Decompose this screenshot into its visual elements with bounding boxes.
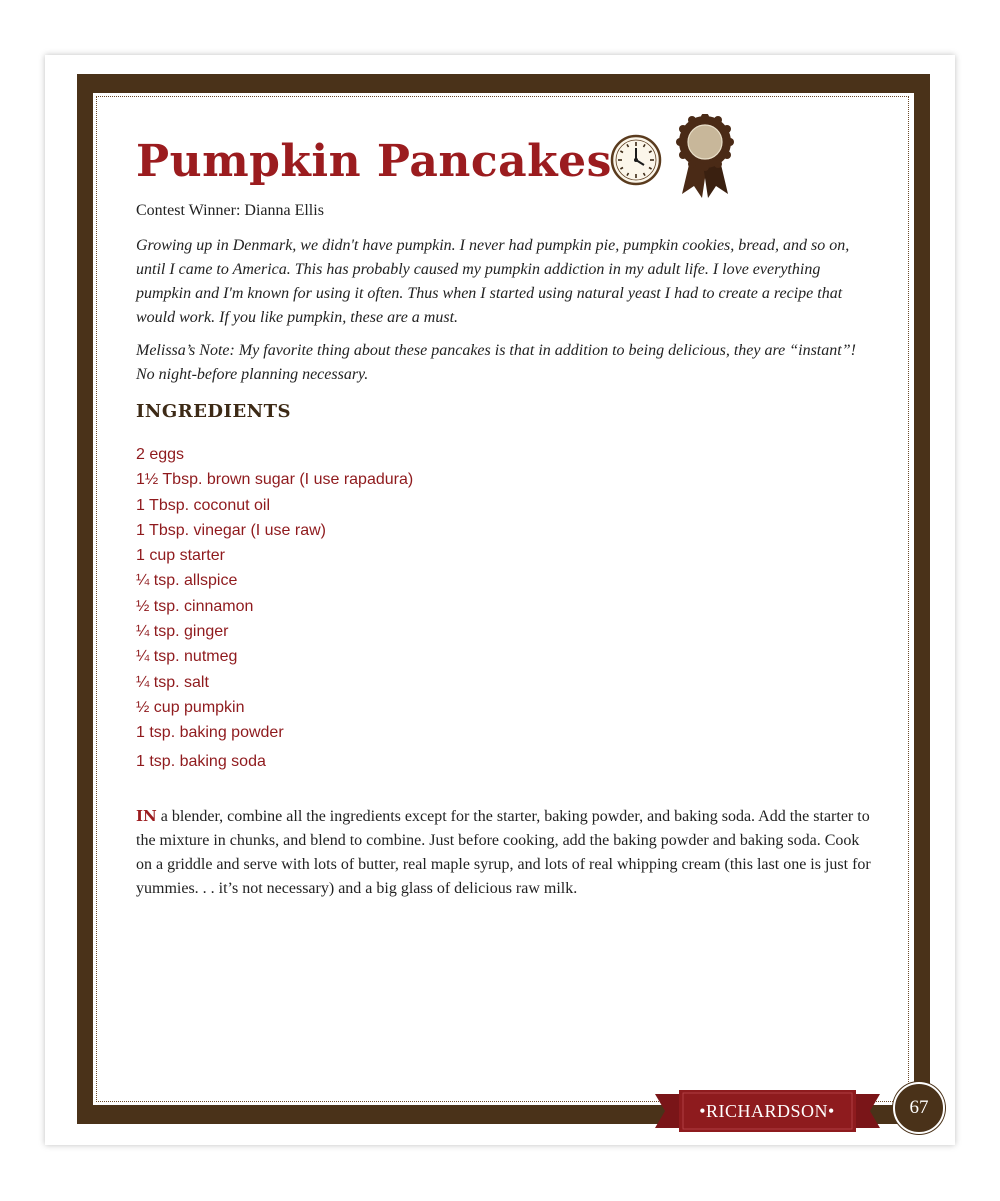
ingredient-item: 1 Tbsp. vinegar (I use raw) [136, 521, 327, 539]
ingredient-item: 1 cup starter [136, 547, 225, 565]
ingredient-item: ¼ tsp. ginger [136, 623, 229, 641]
recipe-intro: Growing up in Denmark, we didn't have pumpkin. I never had pumpkin pie, pumpkin cookies, bread, and so on, until I came to America. This has probably caused my pumpkin addiction in my adult life. I love everything pumpkin and I'm known for using it often. Thus when I started using natural yeast I had to create a recipe that would work. If you like pumpkin, these are a must. [136, 237, 850, 326]
ingredient-item: ½ tsp. cinnamon [136, 597, 254, 615]
editor-note: Melissa’s Note: My favorite thing about these pancakes is that in addition to being delicious, they are “instant”! No night-before planning necessary. [136, 342, 856, 383]
directions-lead: IN [136, 806, 157, 825]
author-name: •RICHARDSON• [699, 1100, 835, 1121]
contest-winner-byline: Contest Winner: Dianna Ellis [136, 202, 324, 219]
directions-text: a blender, combine all the ingredients except for the starter, baking powder, and baking soda. Add the starter to the mixture in chunks, and blend to combine. Just before cooking, add the baking powder and baking soda. Cook on a griddle and serve with lots of butter, real maple syrup, and lots of real whipping cream (this last one is just for yummies. . . it’s not necessary) and a big glass of delicious raw milk. [136, 807, 871, 897]
award-ribbon-icon [674, 114, 736, 200]
recipe-directions [136, 804, 871, 901]
title-row [136, 130, 871, 200]
ingredient-item: ¼ tsp. nutmeg [136, 648, 238, 666]
ingredient-item: 2 eggs [136, 446, 185, 463]
ingredient-item: 1 Tbsp. coconut oil [136, 496, 271, 514]
ingredients-list [136, 442, 871, 774]
ingredient-item: 1 tsp. baking powder [136, 724, 284, 742]
ingredient-item: ½ cup pumpkin [136, 698, 245, 716]
clock-icon [610, 134, 662, 186]
ingredient-item: 1½ Tbsp. brown sugar (I use rapadura) [136, 471, 414, 489]
ingredient-item: ¼ tsp. allspice [136, 572, 238, 590]
ingredients-heading: INGREDIENTS [136, 401, 292, 422]
page-number: 67 [893, 1082, 945, 1134]
ingredient-item: ¼ tsp. salt [136, 673, 209, 691]
ingredient-item: 1 tsp. baking soda [136, 752, 266, 770]
recipe-content [136, 130, 871, 901]
recipe-title: Pumpkin Pancakes [136, 136, 612, 187]
